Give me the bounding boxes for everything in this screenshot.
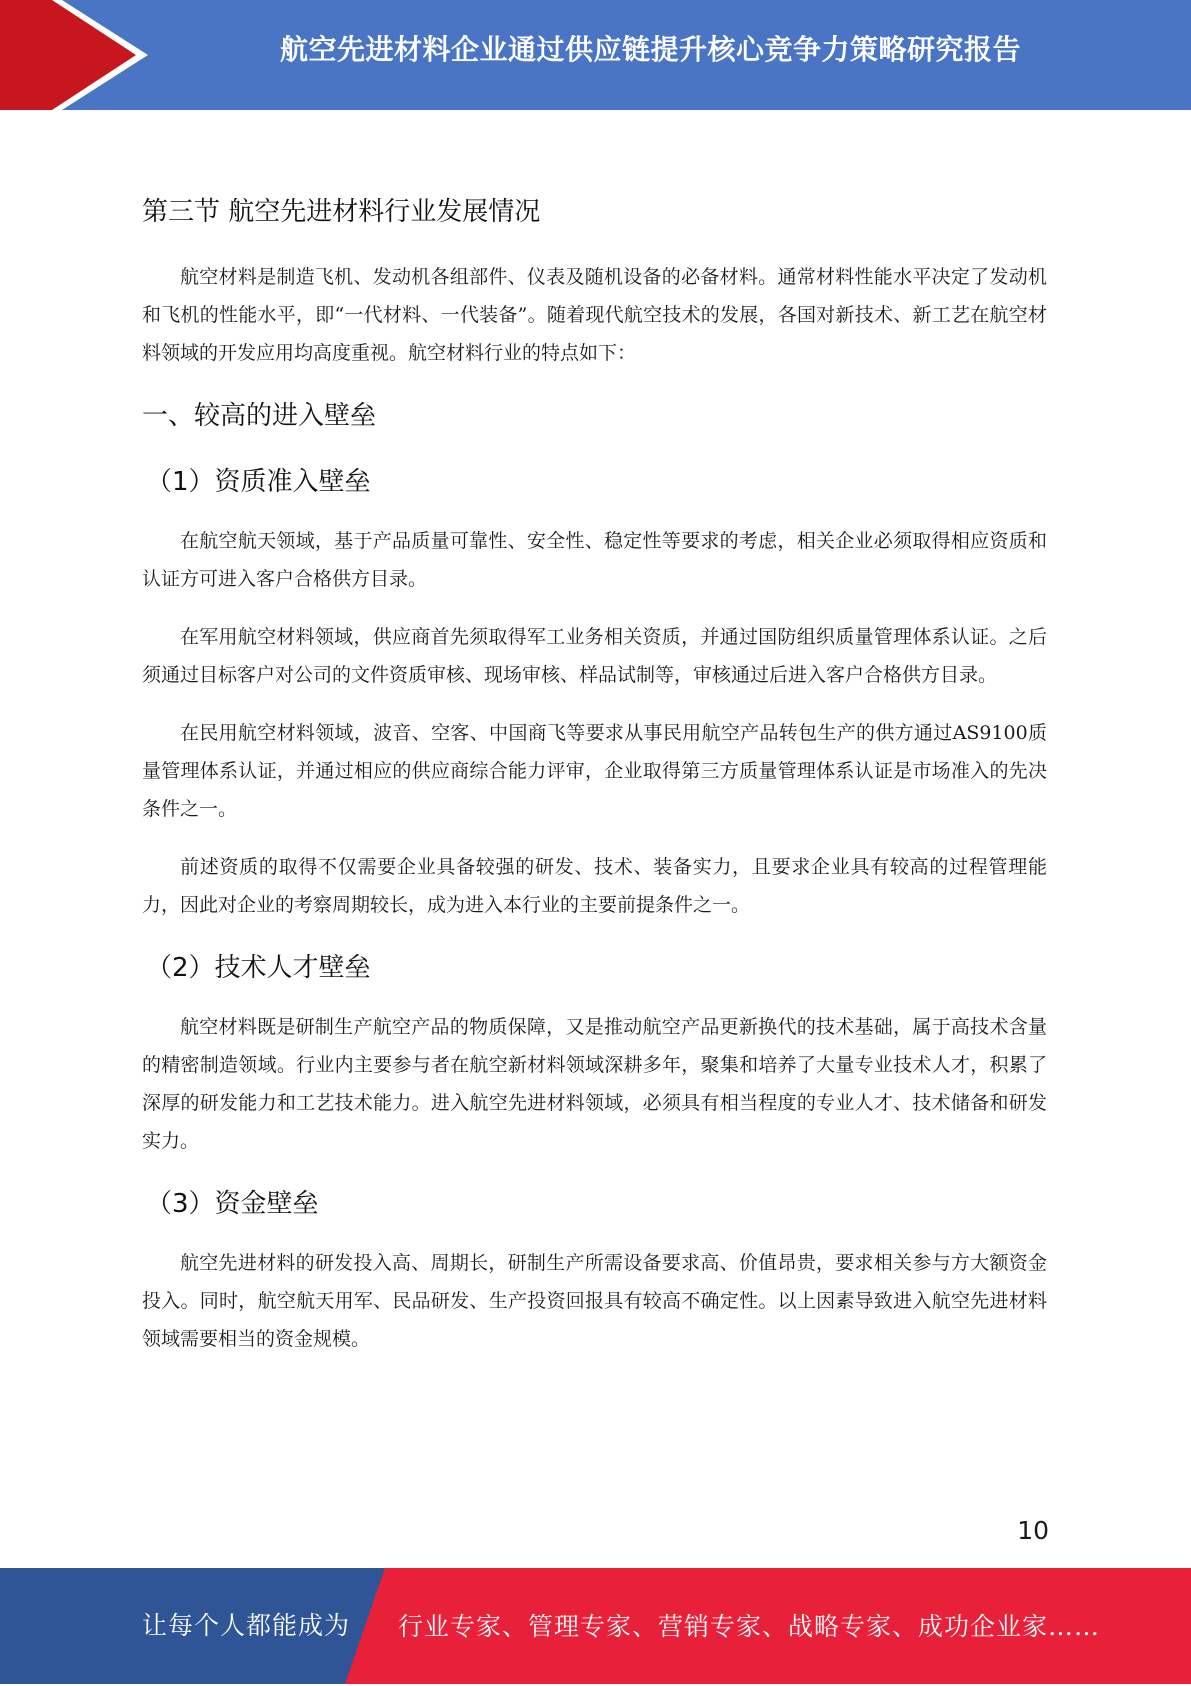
paragraph: 在航空航天领域，基于产品质量可靠性、安全性、稳定性等要求的考虑，相关企业必须取得相应资质和认证方可进入客户合格供方目录。 — [142, 530, 1047, 590]
section-title: 第三节 航空先进材料行业发展情况 — [142, 197, 541, 227]
page-footer — [0, 1568, 1191, 1684]
paragraph: 在民用航空材料领域，波音、空客、中国商飞等要求从事民用航空产品转包生产的供方通过AS9100质量管理体系认证，并通过相应的供应商综合能力评审，企业取得第三方质量管理体系认证是市场准入的先决条件之一。 — [142, 722, 1047, 820]
report-title: 航空先进材料企业通过供应链提升核心竞争力策略研究报告 — [279, 33, 1021, 66]
paragraph: 航空材料既是研制生产航空产品的物质保障，又是推动航空产品更新换代的技术基础，属于高技术含量的精密制造领域。行业内主要参与者在航空新材料领域深耕多年，聚集和培养了大量专业技术人才，积累了深厚的研发能力和工艺技术能力。进入航空先进材料领域，必须具有相当程度的专业人才、技术储备和研发实力。 — [142, 1016, 1047, 1152]
heading-entry-barriers: 一、较高的进入壁垒 — [142, 401, 377, 431]
subheading-capital-barrier: （3）资金壁垒 — [146, 1189, 319, 1219]
subheading-qualification-barrier: （1）资质准入壁垒 — [146, 467, 371, 497]
subheading-talent-barrier: （2）技术人才壁垒 — [146, 953, 371, 983]
page-header — [0, 0, 1191, 110]
page-number: 10 — [1017, 1516, 1049, 1545]
paragraph: 在军用航空材料领域，供应商首先须取得军工业务相关资质，并通过国防组织质量管理体系认证。之后须通过目标客户对公司的文件资质审核、现场审核、样品试制等，审核通过后进入客户合格供方目录。 — [142, 626, 1047, 686]
intro-paragraph: 航空材料是制造飞机、发动机各组部件、仪表及随机设备的必备材料。通常材料性能水平决定了发动机和飞机的性能水平，即“一代材料、一代装备”。随着现代航空技术的发展，各国对新技术、新工艺在航空材料领域的开发应用均高度重视。航空材料行业的特点如下： — [142, 266, 1047, 364]
paragraph: 航空先进材料的研发投入高、周期长，研制生产所需设备要求高、价值昂贵，要求相关参与方大额资金投入。同时，航空航天用军、民品研发、生产投资回报具有较高不确定性。以上因素导致进入航空先进材料领域需要相当的资金规模。 — [142, 1252, 1047, 1350]
document-body — [142, 188, 1047, 1378]
footer-slogan-left: 让每个人都能成为 — [142, 1611, 351, 1640]
header-arrow-fill — [0, 0, 42, 110]
paragraph: 前述资质的取得不仅需要企业具备较强的研发、技术、装备实力，且要求企业具有较高的过程管理能力，因此对企业的考察周期较长，成为进入本行业的主要前提条件之一。 — [142, 856, 1047, 916]
footer-slogan-right: 行业专家、管理专家、营销专家、战略专家、成功企业家…… — [398, 1612, 1101, 1641]
